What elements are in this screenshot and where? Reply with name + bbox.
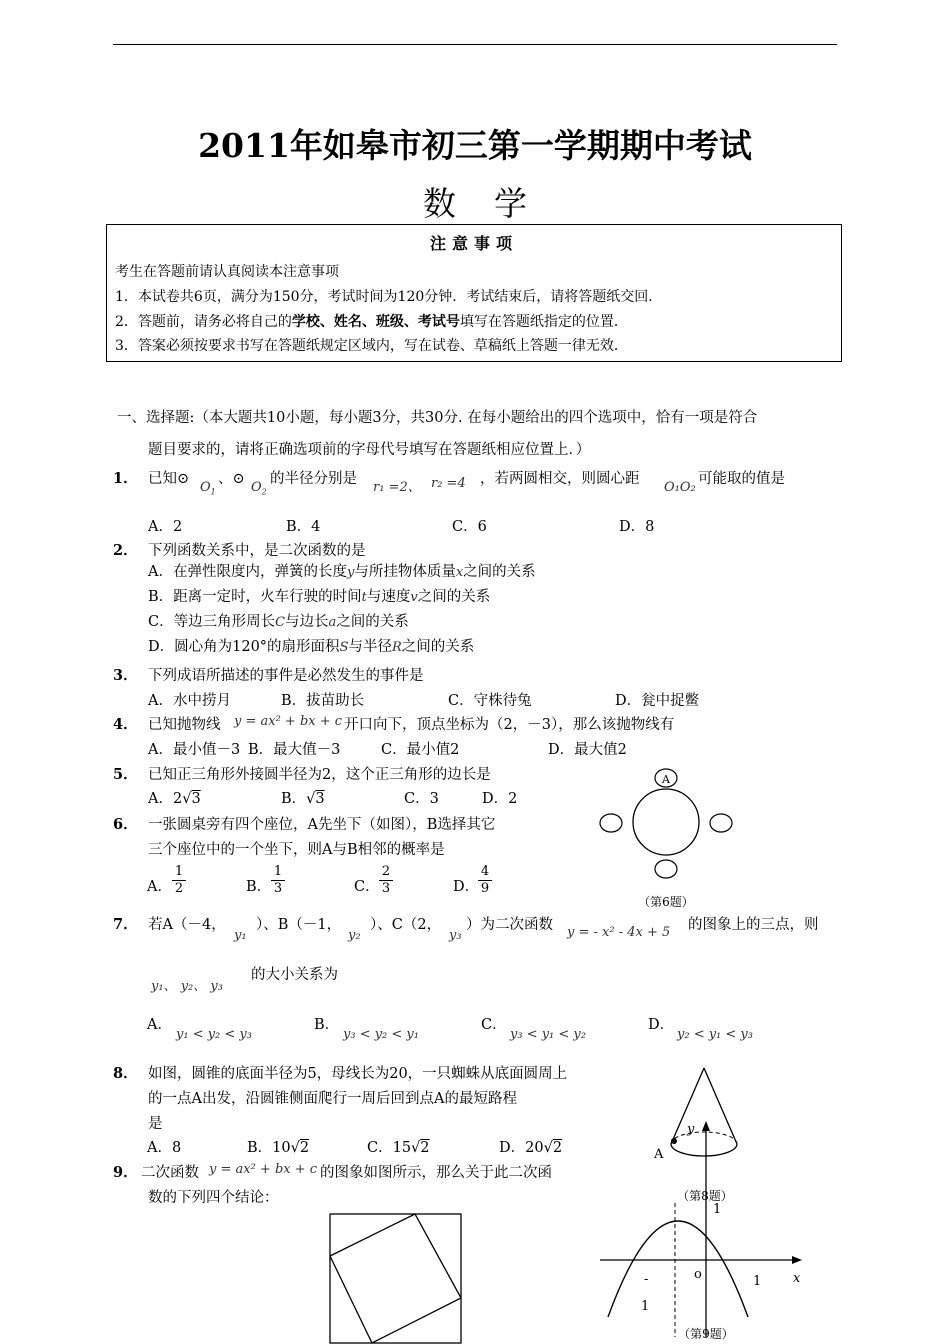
q8-number: 8． xyxy=(113,1065,138,1082)
q8-c-label: C．15 xyxy=(367,1140,412,1156)
x-axis-arrow-icon xyxy=(792,1256,802,1264)
q4-option-a: A．最小值－3 xyxy=(148,742,241,758)
q6-a-numerator: 1 xyxy=(174,864,184,879)
notice-intro: 考生在答题前请认真阅读本注意事项 xyxy=(115,264,339,280)
notice-item-3: 3．答案必须按要求书写在答题纸规定区域内，写在试卷、草稿纸上答题一律无效． xyxy=(115,338,628,354)
q1-o2-sub: 2 xyxy=(261,487,267,497)
q7-option-d: y₂ < y₁ < y₃ xyxy=(677,1027,753,1042)
q8-option-a: A．8 xyxy=(147,1140,182,1156)
sqrt-icon: √ xyxy=(543,1140,553,1156)
parabola-curve xyxy=(608,1221,748,1317)
q7-option-c: y₃ < y₁ < y₂ xyxy=(510,1027,586,1042)
q3-option-a: A．水中捞月 xyxy=(148,693,231,709)
notice-item-2 xyxy=(115,311,628,331)
q6-c-numerator: 2 xyxy=(381,864,391,879)
q3-option-c: C．守株待兔 xyxy=(448,693,532,709)
outer-square xyxy=(330,1214,461,1343)
q9-parabola-figure xyxy=(596,1115,816,1344)
q6-d-denominator: 9 xyxy=(478,880,492,897)
q6-line-1: 一张圆桌旁有四个座位，A先坐下（如图），B选择其它 xyxy=(148,817,496,833)
q7-option-a: y₁ < y₂ < y₃ xyxy=(176,1027,252,1042)
notice-item-2-a: 2．答题前，请务必将自己的 xyxy=(115,314,292,330)
notice-title: 注意事项 xyxy=(429,234,518,253)
section-1-line-2: 题目要求的，请将正确选项前的字母代号填写在答题纸相应位置上．） xyxy=(148,442,591,458)
q6-d-numerator: 4 xyxy=(480,864,490,879)
q6-figure xyxy=(594,766,744,916)
q9-number: 9． xyxy=(113,1164,138,1181)
q1-text-4: ，若两圆相交，则圆心距 xyxy=(480,471,640,487)
q2-c-var-1: C xyxy=(275,615,286,630)
q2-d-3: 之间的关系 xyxy=(401,639,475,655)
q4-text-2: 开口向下，顶点坐标为（2，－3），那么该抛物线有 xyxy=(344,717,675,733)
q2-c-1: C．等边三角形周长 xyxy=(148,614,276,630)
q4-number: 4． xyxy=(113,716,138,733)
q8-c-radicand: 2 xyxy=(420,1140,430,1156)
q5-option-a xyxy=(148,787,201,808)
q9-text-1: 二次函数 xyxy=(141,1165,199,1181)
q7-vars: y₁、 y₂、 y₃ xyxy=(151,979,223,994)
q6-option-a-label: A． xyxy=(147,879,172,895)
q6-c-denominator: 3 xyxy=(379,880,393,897)
seat-bottom xyxy=(655,860,677,878)
q1-option-c: C．6 xyxy=(452,519,487,535)
notice-item-2-c: 填写在答题纸指定的位置． xyxy=(459,314,628,330)
q6-b-denominator: 3 xyxy=(271,880,285,897)
q2-a-var-1: y xyxy=(346,565,355,580)
q7-y1: y₁ xyxy=(234,928,247,943)
sqrt-icon: √ xyxy=(411,1140,421,1156)
q7-number: 7． xyxy=(113,916,138,933)
q5-number: 5． xyxy=(113,766,138,783)
q1-o2 xyxy=(251,480,267,497)
q2-option-d xyxy=(148,635,474,656)
q8-b-label: B．10 xyxy=(247,1140,291,1156)
q2-option-b xyxy=(148,585,490,606)
q4-equation: y = ax² + bx + c xyxy=(234,714,343,729)
q8-option-d xyxy=(499,1136,562,1157)
q9-text-2: 的图象如图所示，那么关于此二次函 xyxy=(320,1165,552,1181)
q2-a-1: A．在弹性限度内，弹簧的长度 xyxy=(148,564,347,580)
q5-b-radicand: 3 xyxy=(315,791,325,807)
q2-c-2: 与边长 xyxy=(285,614,329,630)
q6-option-a-fraction xyxy=(172,864,186,897)
q2-d-1: D．圆心角为120°的扇形面积 xyxy=(148,639,340,655)
q8-option-b xyxy=(247,1136,309,1157)
q6-number: 6． xyxy=(113,816,138,833)
q2-a-var-2: x xyxy=(455,565,464,580)
q6-option-c-fraction xyxy=(379,864,393,897)
subject-title: 数学 xyxy=(423,184,565,223)
q2-c-3: 之间的关系 xyxy=(336,614,409,630)
q2-stem: 下列函数关系中，是二次函数的是 xyxy=(148,543,366,559)
q7-y3: y₃ xyxy=(449,928,462,943)
q4-option-b: B．最大值－3 xyxy=(248,742,341,758)
q7-text-3: ）、C（2， xyxy=(370,917,442,933)
q1-option-d: D．8 xyxy=(619,519,655,535)
q7-option-b: y₃ < y₂ < y₁ xyxy=(343,1027,419,1042)
q2-b-var-1: t xyxy=(361,590,367,605)
q2-c-var-2: a xyxy=(328,615,337,630)
q3-stem: 下列成语所描述的事件是必然发生的事件是 xyxy=(148,668,424,684)
q1-text-3: 的半径分别是 xyxy=(270,471,357,487)
q1-text-5: 可能取的值是 xyxy=(698,471,785,487)
q6-line-2: 三个座位中的一个坐下，则A与B相邻的概率是 xyxy=(148,842,445,858)
sqrt-icon: √ xyxy=(306,791,316,807)
q7-y2: y₂ xyxy=(348,928,361,943)
q5-stem: 已知正三角形外接圆半径为2，这个正三角形的边长是 xyxy=(148,767,491,783)
table-circle xyxy=(633,789,699,855)
section-1-line-1: 一、选择题:（本大题共10小题，每小题3分，共30分. 在每小题给出的四个选项中，恰有一项是符合 xyxy=(117,410,758,426)
q4-option-d: D．最大值2 xyxy=(548,742,627,758)
q4-option-c: C．最小值2 xyxy=(381,742,460,758)
q8-line-1: 如图，圆锥的底面半径为5，母线长为20，一只蜘蛛从底面圆周上 xyxy=(148,1066,568,1082)
q7-text-1: 若A（－4， xyxy=(148,917,226,933)
seat-right xyxy=(710,814,732,832)
x-axis-label: x xyxy=(793,1271,801,1286)
q2-a-2: 与所挂物体质量 xyxy=(354,564,456,580)
q2-d-2: 与半径 xyxy=(348,639,392,655)
q9-caption: （第9题） xyxy=(678,1327,734,1341)
q2-option-a xyxy=(148,560,536,581)
q3-option-d: D．瓮中捉鳖 xyxy=(615,693,700,709)
q5-option-d: D．2 xyxy=(482,791,518,807)
exam-title: 2011年如皋市初三第一学期期中考试 xyxy=(198,126,752,165)
y-tick-1-label: 1 xyxy=(713,1202,722,1217)
q8-line-3: 是 xyxy=(148,1116,163,1132)
q6-option-d-label: D． xyxy=(453,879,480,895)
q9-line-2: 数的下列四个结论： xyxy=(148,1190,279,1206)
q8-b-radicand: 2 xyxy=(299,1140,310,1156)
q6-caption: （第6题） xyxy=(638,895,694,909)
y-axis-label: y xyxy=(687,1122,695,1137)
q5-option-c: C．3 xyxy=(404,791,439,807)
q2-option-c xyxy=(148,610,409,631)
q6-option-b-fraction xyxy=(271,864,285,897)
q3-option-b: B．拔苗助长 xyxy=(281,693,365,709)
q1-r2: r₂ =4 xyxy=(431,476,466,491)
q1-option-a: A．2 xyxy=(148,519,183,535)
q8-d-label: D．20 xyxy=(499,1140,544,1156)
q8-d-radicand: 2 xyxy=(552,1140,563,1156)
q2-a-3: 之间的关系 xyxy=(463,564,536,580)
sqrt-icon: √ xyxy=(182,791,192,807)
x-tick-1-label: 1 xyxy=(753,1274,762,1289)
y-axis-arrow-icon xyxy=(702,1121,710,1131)
q7-option-a-label: A． xyxy=(147,1017,172,1033)
q8-line-2: 的一点A出发，沿圆锥侧面爬行一周后回到点A的最短路程 xyxy=(148,1091,517,1107)
origin-label: o xyxy=(694,1267,702,1282)
q1-text-1: 已知⊙ xyxy=(148,471,190,487)
q2-number: 2． xyxy=(113,542,138,559)
q5-b-label: B． xyxy=(281,791,307,807)
q9-equation: y = ax² + bx + c xyxy=(209,1162,318,1177)
q1-option-b: B．4 xyxy=(286,519,321,535)
q6-b-numerator: 1 xyxy=(273,864,283,879)
q6-a-denominator: 2 xyxy=(172,880,186,897)
q2-b-var-2: v xyxy=(410,590,418,605)
q6-option-b-label: B． xyxy=(246,879,272,895)
q1-number: 1． xyxy=(113,470,138,487)
q2-b-2: 与速度 xyxy=(366,589,411,605)
q5-a-label: A．2 xyxy=(148,791,183,807)
q8-option-c xyxy=(367,1136,430,1157)
q5-option-b xyxy=(281,787,325,808)
q1-distance: O₁O₂ xyxy=(664,480,696,495)
notice-item-1: 1．本试卷共6页，满分为150分，考试时间为120分钟．考试结束后，请将答题纸交回． xyxy=(115,289,663,305)
q1-text-2: 、⊙ xyxy=(218,471,245,487)
q6-option-c-label: C． xyxy=(354,879,380,895)
inner-square xyxy=(330,1214,461,1343)
q7-text-2: ）、B（－1， xyxy=(256,917,342,933)
q1-o1-sub: 1 xyxy=(210,487,216,497)
q2-b-1: B．距离一定时，火车行驶的时间 xyxy=(148,589,362,605)
q6-option-d-fraction xyxy=(478,864,492,897)
q5-a-radicand: 3 xyxy=(191,791,201,807)
cone-point-a-label: A xyxy=(654,1147,664,1162)
seat-a-label: A xyxy=(662,773,670,786)
q8-caption: （第8题） xyxy=(677,1189,733,1203)
q7-option-d-label: D． xyxy=(648,1017,675,1033)
square-figure xyxy=(328,1212,464,1344)
notice-item-2-bold: 学校、姓名、班级、考试号 xyxy=(291,314,460,330)
q2-b-3: 之间的关系 xyxy=(417,589,491,605)
q2-d-var-1: S xyxy=(339,640,349,655)
q1-r1: r₁ =2、 xyxy=(373,480,421,495)
q4-text-1: 已知抛物线 xyxy=(148,717,221,733)
q7-equation: y = - x² - 4x + 5 xyxy=(567,925,671,940)
x-tick-neg-1-label: 1 xyxy=(641,1299,650,1314)
q7-text-6: 的大小关系为 xyxy=(251,967,338,983)
q2-d-var-2: R xyxy=(391,640,402,655)
q3-number: 3． xyxy=(113,667,138,684)
sqrt-icon: √ xyxy=(290,1140,300,1156)
q7-option-b-label: B． xyxy=(314,1017,340,1033)
q7-text-4: ）为二次函数 xyxy=(466,917,553,933)
seat-left xyxy=(600,814,622,832)
q1-o1-letter: O xyxy=(200,480,211,495)
q1-o2-letter: O xyxy=(251,480,262,495)
q7-text-5: 的图象上的三点，则 xyxy=(688,917,819,933)
q1-o1 xyxy=(200,480,216,497)
x-tick-neg-sign: - xyxy=(644,1272,649,1287)
q7-option-c-label: C． xyxy=(481,1017,507,1033)
notice-box xyxy=(106,224,842,362)
header-rule xyxy=(113,44,837,45)
